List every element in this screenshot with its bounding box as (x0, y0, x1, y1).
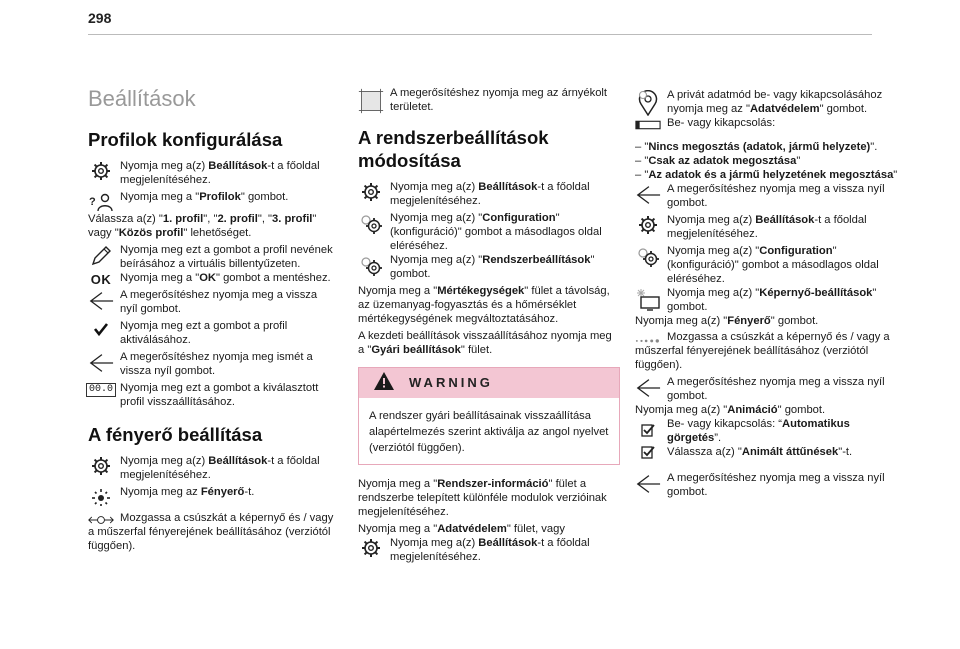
toggle-icon (635, 120, 661, 144)
step-toggle (635, 116, 900, 130)
step-ok (88, 271, 336, 285)
step-text: Nyomja meg a(z) Beállítások-t a főoldal megjelenítéséhez. (390, 537, 590, 563)
step-text: A megerősítéshez nyomja meg a vissza nyíl gombot. (120, 289, 318, 315)
step-text: Nyomja meg a(z) "Configuration" (konfiguráció)" gombot a másodlagos oldal eléréséhez. (667, 245, 879, 285)
heading-brightness: A fényerő beállítása (88, 424, 263, 445)
warning-icon (373, 371, 395, 395)
step-text: Nyomja meg a(z) Beállítások-t a főoldal megjelenítéséhez. (390, 181, 590, 207)
warning-header (359, 368, 619, 398)
step-text: Nyomja meg a "OK" gombot a mentéshez. (120, 272, 331, 284)
gear-icon (635, 215, 661, 239)
brightness-icon (88, 487, 114, 511)
step-text: Nyomja meg a(z) "Rendszerbeállítások" gombot. (390, 254, 595, 280)
step-text: Nyomja meg a(z) "Configuration" (konfiguráció)" gombot a másodlagos oldal eléréséhez. (390, 212, 602, 252)
header-divider (88, 34, 872, 35)
column-1 (88, 86, 336, 556)
warning-box (358, 367, 620, 465)
step-activate (88, 319, 336, 347)
step-display-settings (635, 286, 900, 314)
step-slider (88, 511, 336, 553)
step-text: Nyomja meg a(z) Beállítások-t a főoldal megjelenítéséhez. (667, 214, 867, 240)
step-brightness (88, 485, 336, 499)
ok-icon: OK (90, 272, 112, 287)
step-text: Nyomja meg az Fényerő-t. (120, 486, 255, 498)
step-settings-4 (358, 536, 620, 564)
step-text: A privát adatmód be- vagy kikapcsolásához nyomja meg az "Adatvédelem" gombot. (667, 89, 883, 115)
step-animated-transitions (635, 445, 900, 459)
shaded-area-icon (358, 86, 384, 110)
step-text: Nyomja meg ezt a gombot a profil nevének beírásához a virtuális billentyűzeten. (120, 244, 333, 270)
step-back-2 (88, 350, 336, 378)
brightness-button-text: Nyomja meg a(z) "Fényerő" gombot. (635, 315, 819, 327)
step-text: A megerősítéshez nyomja meg a vissza nyíl gombot. (667, 472, 885, 498)
step-text: A megerősítéshez nyomja meg ismét a vissza nyíl gombot. (120, 351, 313, 377)
step-system-settings (358, 253, 620, 281)
option-data-only: – "Csak az adatok megosztása" (635, 155, 801, 167)
step-settings-2 (88, 454, 336, 482)
column-3 (635, 88, 900, 502)
reset-profile-icon: 00.0 (88, 383, 114, 407)
step-text: Be- vagy kikapcsolás: (667, 117, 776, 129)
step-text: Nyomja meg ezt a gombot a kiválasztott profil visszaállításához. (120, 382, 319, 408)
step-text: Válassza a(z) "Animált áttűnések"-t. (667, 446, 853, 458)
location-privacy-icon (635, 90, 661, 114)
pencil-icon (88, 245, 114, 269)
section-title: Beállítások (88, 86, 196, 111)
step-text: A megerősítéshez nyomja meg a vissza nyíl gombot. (667, 183, 885, 209)
step-text: Nyomja meg a(z) "Képernyő-beállítások" gombot. (667, 287, 877, 313)
step-back-1 (88, 288, 336, 316)
step-profiles (88, 190, 336, 208)
configuration-icon (358, 213, 384, 237)
display-settings-icon (635, 288, 661, 312)
privacy-tab-text: Nyomja meg a "Adatvédelem" fület, vagy (358, 523, 565, 535)
step-back-5 (635, 471, 900, 499)
back-arrow-icon (88, 290, 114, 314)
back-arrow-icon (635, 377, 661, 401)
step-text: A megerősítéshez nyomja meg a vissza nyíl gombot. (667, 376, 885, 402)
profiles-icon (88, 192, 114, 216)
svg-text:?: ? (89, 196, 96, 208)
factory-reset-text: A kezdeti beállítások visszaállításához nyomja meg a "Gyári beállítások" fület. (358, 330, 612, 356)
step-configuration-2 (635, 244, 900, 286)
system-settings-icon (358, 255, 384, 279)
step-back-4 (635, 375, 900, 403)
step-text: A megerősítéshez nyomja meg az árnyékolt területet. (390, 87, 608, 113)
step-settings-3 (358, 180, 620, 208)
heading-profiles: Profilok konfigurálása (88, 129, 283, 150)
column-2 (358, 86, 620, 567)
slider-icon (88, 513, 114, 537)
step-configuration (358, 211, 620, 253)
option-no-sharing: – "Nincs megosztás (adatok, jármű helyzete)". (635, 141, 878, 153)
checkbox-icon (635, 445, 661, 469)
step-slider-2 (635, 330, 900, 372)
step-settings-5 (635, 213, 900, 241)
step-private-mode (635, 88, 900, 116)
step-text: Mozgassa a csúszkát a képernyő és / vagy a műszerfal fényerejének beállításához (verziótól függően). (635, 331, 890, 371)
warning-title: WARNING (409, 375, 493, 390)
step-text: Mozgassa a csúszkát a képernyő és / vagy a műszerfal fényerejének beállításához (verziótól függően). (88, 512, 334, 552)
step-text: Nyomja meg a(z) Beállítások-t a főoldal megjelenítéséhez. (120, 455, 320, 481)
animation-button-text: Nyomja meg a(z) "Animáció" gombot. (635, 404, 826, 416)
step-text: Be- vagy kikapcsolás: “Automatikus görgetés”. (667, 418, 850, 444)
step-confirm-shaded (358, 86, 620, 114)
option-data-and-position: – "Az adatok és a jármű helyzetének megosztása" (635, 169, 898, 181)
warning-text: A rendszer gyári beállításainak visszaállítása alapértelmezés szerint aktiválja az angol nyelvet (verziótól függően). (369, 410, 609, 454)
step-auto-scroll (635, 417, 900, 445)
back-arrow-icon (88, 352, 114, 376)
system-info-text: Nyomja meg a "Rendszer-információ" fület a rendszerbe telepített különféle modulok verzióinak megjelenítéséhez. (358, 478, 607, 518)
step-back-3 (635, 182, 900, 210)
page-number: 298 (88, 10, 112, 26)
configuration-icon (635, 246, 661, 270)
step-text: Nyomja meg ezt a gombot a profil aktiválásához. (120, 320, 288, 346)
gear-icon (88, 456, 114, 480)
gear-icon (88, 161, 114, 185)
step-text: Nyomja meg a "Profilok" gombot. (120, 191, 289, 203)
checkmark-icon (88, 321, 114, 345)
step-settings (88, 159, 336, 187)
step-text: Nyomja meg a(z) Beállítások-t a főoldal megjelenítéséhez. (120, 160, 320, 186)
brightness-slider-icon (635, 336, 661, 360)
heading-system-settings: A rendszerbeállítások módosítása (358, 127, 549, 171)
step-reset (88, 381, 336, 409)
profile-choice-text: Válassza a(z) "1. profil", "2. profil", "3. profil" vagy "Közös profil" lehetőséget. (88, 213, 317, 239)
back-arrow-icon (635, 184, 661, 208)
step-edit-name (88, 243, 336, 271)
gear-icon (358, 538, 384, 562)
units-text: Nyomja meg a "Mértékegységek" fület a távolság, az üzemanyag-fogyasztás és a hőmérséklet mértékegységének megváltoztatásához. (358, 285, 610, 325)
checkbox-icon (635, 423, 661, 447)
back-arrow-icon (635, 473, 661, 497)
gear-icon (358, 182, 384, 206)
